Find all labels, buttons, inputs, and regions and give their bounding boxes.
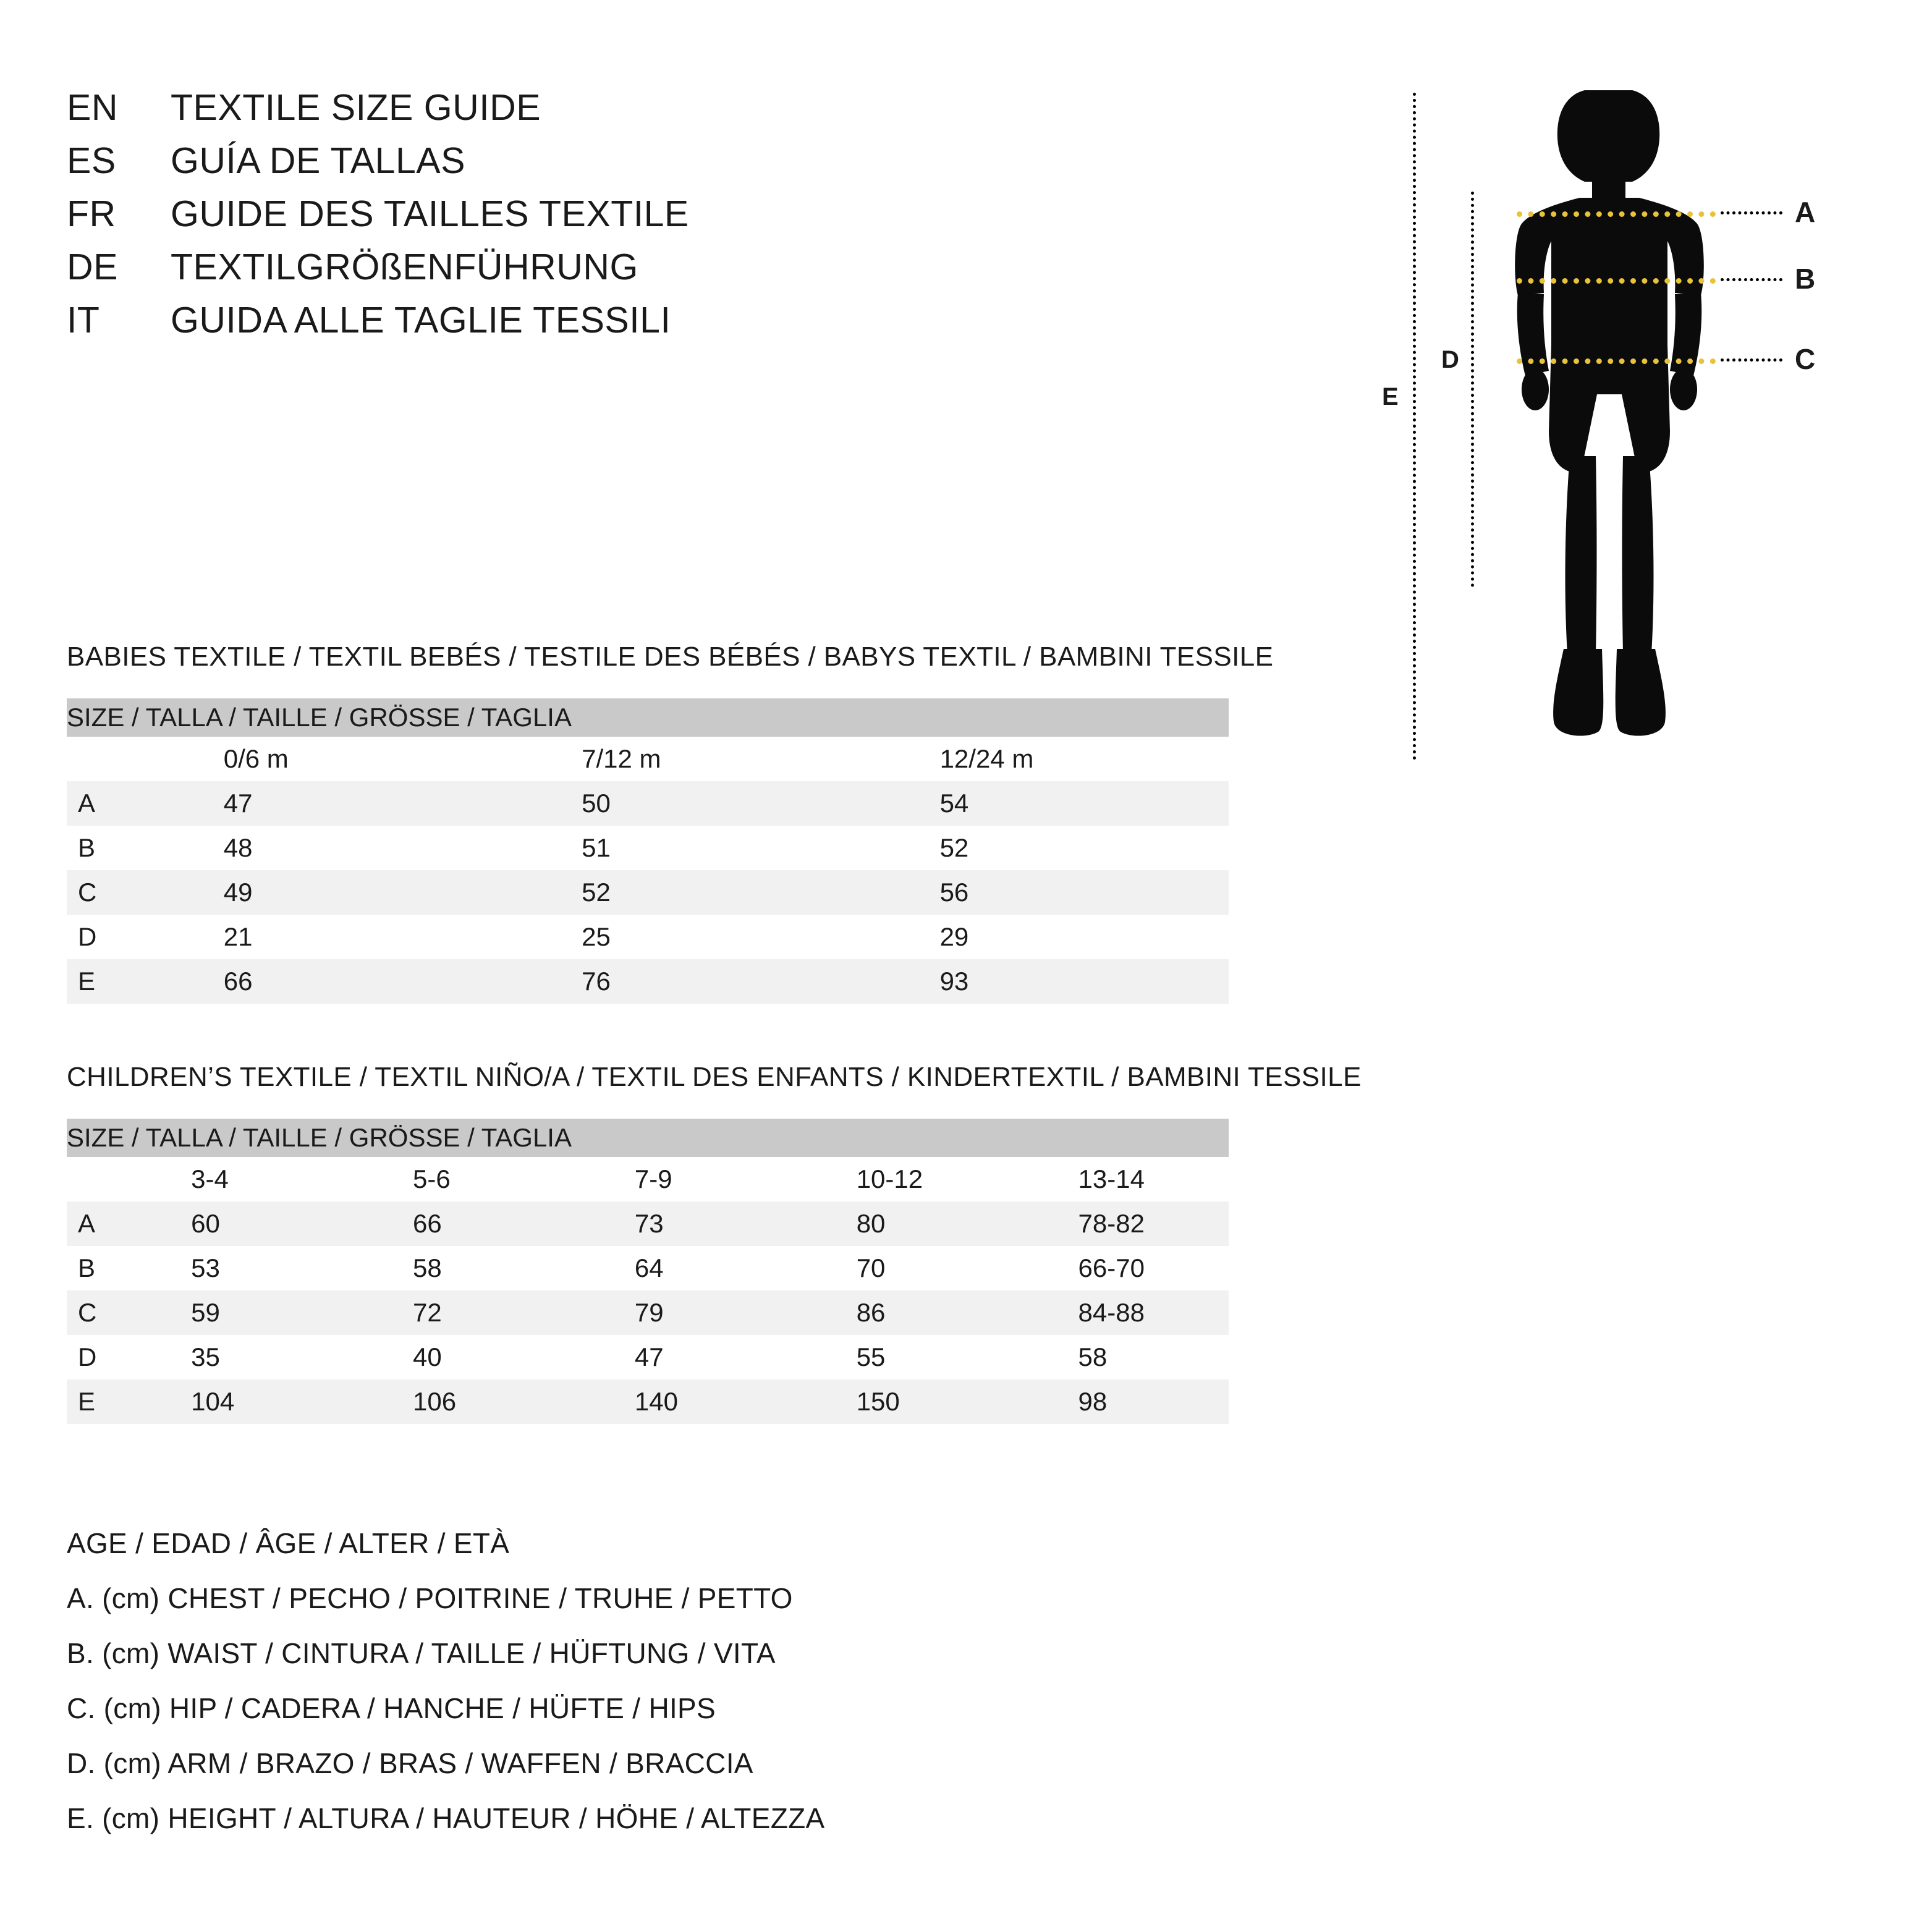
cell-value: 50: [512, 781, 870, 826]
table-header-band: [67, 1119, 1229, 1157]
cell-value: 64: [566, 1246, 787, 1290]
cell-value: 47: [566, 1335, 787, 1379]
language-row: [67, 140, 1241, 182]
legend-line-e: E. (cm) HEIGHT / ALTURA / HAUTEUR / HÖHE / ALTEZZA: [67, 1802, 825, 1834]
language-title: GUIDA ALLE TAGLIE TESSILI: [171, 300, 671, 341]
cell-value: 59: [122, 1290, 344, 1335]
cell-value: 66-70: [1009, 1246, 1229, 1290]
row-letter: C: [67, 870, 155, 915]
cell-value: 104: [122, 1379, 344, 1424]
babies-column-2: 12/24 m: [871, 737, 1229, 781]
waist-measure-line: [1517, 278, 1716, 284]
cell-value: 73: [566, 1201, 787, 1246]
children-column-2: 7-9: [566, 1157, 787, 1201]
row-letter: E: [67, 1379, 122, 1424]
cell-value: 76: [512, 959, 870, 1004]
cell-value: 56: [871, 870, 1229, 915]
mark-label-b: B: [1795, 263, 1816, 295]
children-column-3: 10-12: [787, 1157, 1009, 1201]
cell-value: 58: [344, 1246, 566, 1290]
row-letter: D: [67, 915, 155, 959]
corner-cell: [67, 1157, 122, 1201]
row-letter: A: [67, 1201, 122, 1246]
table-column-header-row: [67, 737, 1229, 781]
cell-value: 55: [787, 1335, 1009, 1379]
corner-cell: [67, 737, 155, 781]
cell-value: 80: [787, 1201, 1009, 1246]
mark-label-a: A: [1795, 196, 1816, 228]
cell-value: 49: [155, 870, 512, 915]
cell-value: 52: [512, 870, 870, 915]
table-row: [67, 870, 1229, 915]
children-section-title: CHILDREN’S TEXTILE / TEXTIL NIÑO/A / TEXTIL DES ENFANTS / KINDERTEXTIL / BAMBINI TESSILE: [67, 1062, 1362, 1092]
language-row: [67, 87, 1241, 129]
cell-value: 21: [155, 915, 512, 959]
cell-value: 79: [566, 1290, 787, 1335]
axis-label-d: D: [1441, 346, 1459, 373]
row-letter: B: [67, 826, 155, 870]
cell-value: 66: [155, 959, 512, 1004]
language-code: ES: [67, 140, 116, 181]
row-letter: E: [67, 959, 155, 1004]
cell-value: 150: [787, 1379, 1009, 1424]
table-row: [67, 1379, 1229, 1424]
language-title-block: [67, 87, 1241, 352]
cell-value: 72: [344, 1290, 566, 1335]
cell-value: 52: [871, 826, 1229, 870]
hip-measure-line: [1517, 358, 1716, 364]
language-code: DE: [67, 247, 118, 287]
legend-line-c: C. (cm) HIP / CADERA / HANCHE / HÜFTE / HIPS: [67, 1692, 716, 1724]
height-guide-line: [1413, 93, 1416, 760]
children-size-table: [67, 1119, 1229, 1424]
table-header-band: [67, 698, 1229, 737]
cell-value: 53: [122, 1246, 344, 1290]
cell-value: 40: [344, 1335, 566, 1379]
cell-value: 25: [512, 915, 870, 959]
cell-value: 86: [787, 1290, 1009, 1335]
hip-leader-line: [1721, 358, 1782, 362]
table-row: [67, 781, 1229, 826]
measurement-figure: [1382, 74, 1852, 766]
cell-value: 98: [1009, 1379, 1229, 1424]
legend-line-a: A. (cm) CHEST / PECHO / POITRINE / TRUHE / PETTO: [67, 1582, 793, 1614]
row-letter: C: [67, 1290, 122, 1335]
babies-column-1: 7/12 m: [512, 737, 870, 781]
language-title: GUIDE DES TAILLES TEXTILE: [171, 193, 689, 234]
waist-leader-line: [1721, 278, 1782, 281]
babies-size-table: [67, 698, 1229, 1004]
cell-value: 78-82: [1009, 1201, 1229, 1246]
language-row: [67, 246, 1241, 288]
table-row: [67, 826, 1229, 870]
language-code: FR: [67, 193, 116, 234]
row-letter: D: [67, 1335, 122, 1379]
cell-value: 47: [155, 781, 512, 826]
language-title: GUÍA DE TALLAS: [171, 140, 466, 181]
mark-label-c: C: [1795, 343, 1816, 375]
table-row: [67, 959, 1229, 1004]
table-row: [67, 1246, 1229, 1290]
row-letter: A: [67, 781, 155, 826]
language-row: [67, 193, 1241, 235]
cell-value: 58: [1009, 1335, 1229, 1379]
language-title: TEXTILGRÖßENFÜHRUNG: [171, 247, 638, 287]
table-row: [67, 1201, 1229, 1246]
children-band-label: SIZE / TALLA / TAILLE / GRÖSSE / TAGLIA: [67, 1119, 1229, 1157]
cell-value: 54: [871, 781, 1229, 826]
children-column-1: 5-6: [344, 1157, 566, 1201]
chest-leader-line: [1721, 211, 1782, 214]
cell-value: 70: [787, 1246, 1009, 1290]
chest-measure-line: [1517, 211, 1716, 217]
legend-line-b: B. (cm) WAIST / CINTURA / TAILLE / HÜFTUNG / VITA: [67, 1637, 776, 1669]
table-row: [67, 915, 1229, 959]
cell-value: 140: [566, 1379, 787, 1424]
children-column-0: 3-4: [122, 1157, 344, 1201]
child-silhouette-icon: [1506, 85, 1728, 753]
axis-label-e: E: [1382, 383, 1399, 410]
cell-value: 35: [122, 1335, 344, 1379]
legend-line-age: AGE / EDAD / ÂGE / ALTER / ETÀ: [67, 1527, 510, 1559]
cell-value: 29: [871, 915, 1229, 959]
cell-value: 48: [155, 826, 512, 870]
table-row: [67, 1335, 1229, 1379]
language-title: TEXTILE SIZE GUIDE: [171, 87, 541, 128]
children-column-4: 13-14: [1009, 1157, 1229, 1201]
table-row: [67, 1290, 1229, 1335]
legend-line-d: D. (cm) ARM / BRAZO / BRAS / WAFFEN / BRACCIA: [67, 1747, 753, 1779]
language-code: IT: [67, 300, 100, 341]
babies-column-0: 0/6 m: [155, 737, 512, 781]
measurement-legend: [67, 1527, 825, 1857]
cell-value: 60: [122, 1201, 344, 1246]
cell-value: 93: [871, 959, 1229, 1004]
cell-value: 106: [344, 1379, 566, 1424]
babies-section-title: BABIES TEXTILE / TEXTIL BEBÉS / TESTILE DES BÉBÉS / BABYS TEXTIL / BAMBINI TESSILE: [67, 642, 1274, 672]
cell-value: 66: [344, 1201, 566, 1246]
row-letter: B: [67, 1246, 122, 1290]
cell-value: 51: [512, 826, 870, 870]
babies-band-label: SIZE / TALLA / TAILLE / GRÖSSE / TAGLIA: [67, 698, 1229, 737]
table-column-header-row: [67, 1157, 1229, 1201]
arm-guide-line: [1471, 192, 1474, 587]
language-code: EN: [67, 87, 118, 128]
language-row: [67, 299, 1241, 341]
cell-value: 84-88: [1009, 1290, 1229, 1335]
